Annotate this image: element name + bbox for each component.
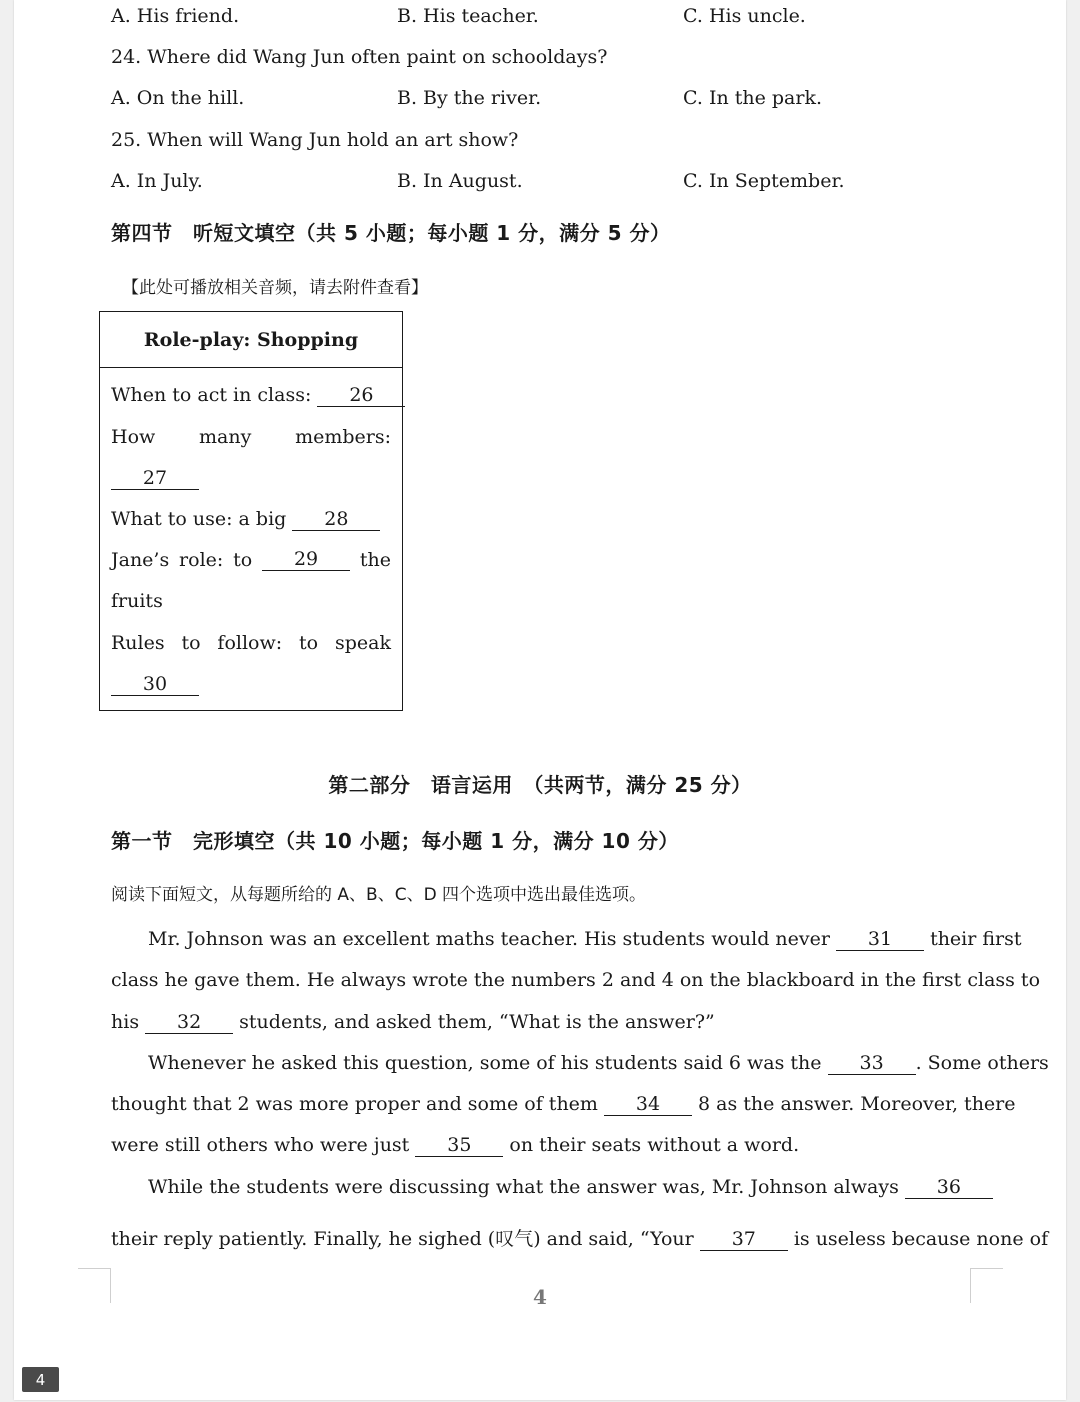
roleplay-line-blank27 xyxy=(111,467,391,490)
page-number: 4 xyxy=(533,1285,547,1309)
part2-heading: 第二部分 语言运用 （共两节，满分 25 分） xyxy=(328,773,752,797)
q23-option-c: C. His uncle. xyxy=(683,5,806,27)
section1-heading: 第一节 完形填空（共 10 小题；每小题 1 分，满分 10 分） xyxy=(111,829,679,853)
q25-option-b: B. In August. xyxy=(397,170,523,192)
blank-29: 29 xyxy=(262,549,350,571)
q24-option-a: A. On the hill. xyxy=(111,87,245,109)
roleplay-line-use: What to use: a big 28 xyxy=(111,508,391,531)
blank-37: 37 xyxy=(700,1229,788,1251)
roleplay-line-role: Jane’s role: to 29 the xyxy=(111,548,391,571)
blank-30: 30 xyxy=(111,674,199,696)
q24-option-b: B. By the river. xyxy=(397,87,542,109)
passage-line: Mr. Johnson was an excellent maths teacher. His students would never 31 their first xyxy=(148,928,1022,950)
blank-31: 31 xyxy=(836,929,924,951)
blank-34: 34 xyxy=(604,1094,692,1116)
instruction-text: 阅读下面短文，从每题所给的 A、B、C、D 四个选项中选出最佳选项。 xyxy=(111,885,647,905)
roleplay-table xyxy=(99,311,403,711)
q24-option-c: C. In the park. xyxy=(683,87,823,109)
section4-heading: 第四节 听短文填空（共 5 小题；每小题 1 分，满分 5 分） xyxy=(111,221,671,245)
roleplay-line-members: How many members: xyxy=(111,426,391,448)
roleplay-line-when: When to act in class: 26 xyxy=(111,384,391,407)
blank-33: 33 xyxy=(828,1053,916,1075)
roleplay-line-blank30 xyxy=(111,673,391,696)
passage-line: his 32 students, and asked them, “What is the answer?” xyxy=(111,1011,715,1033)
blank-35: 35 xyxy=(415,1135,503,1157)
blank-28: 28 xyxy=(292,509,380,531)
roleplay-title: Role-play: Shopping xyxy=(100,312,402,368)
blank-26: 26 xyxy=(317,385,405,407)
passage-line: class he gave them. He always wrote the numbers 2 and 4 on the blackboard in the first class to xyxy=(111,969,1041,991)
blank-32: 32 xyxy=(145,1012,233,1034)
q25-question: 25. When will Wang Jun hold an art show? xyxy=(111,129,519,151)
passage-line: While the students were discussing what the answer was, Mr. Johnson always 36 xyxy=(148,1176,993,1199)
viewer-page-indicator[interactable]: 4 xyxy=(22,1367,59,1392)
roleplay-line-rules: Rules to follow: to speak xyxy=(111,632,391,654)
passage-line: their reply patiently. Finally, he sighed (叹气) and said, “Your 37 is useless because none of xyxy=(111,1228,1049,1250)
q24-question: 24. Where did Wang Jun often paint on schooldays? xyxy=(111,46,608,68)
passage-line: thought that 2 was more proper and some of them 34 8 as the answer. Moreover, there xyxy=(111,1093,1016,1115)
q25-option-a: A. In July. xyxy=(111,170,203,192)
q23-option-a: A. His friend. xyxy=(111,5,240,27)
blank-36: 36 xyxy=(905,1177,993,1199)
passage-line: were still others who were just 35 on their seats without a word. xyxy=(111,1134,800,1156)
audio-note[interactable]: 【此处可播放相关音频，请去附件查看】 xyxy=(122,278,428,298)
passage-line: Whenever he asked this question, some of his students said 6 was the 33 . Some others xyxy=(148,1052,1049,1074)
q23-option-b: B. His teacher. xyxy=(397,5,539,27)
q25-option-c: C. In September. xyxy=(683,170,845,192)
blank-27: 27 xyxy=(111,468,199,490)
roleplay-line-fruits: fruits xyxy=(111,590,163,612)
